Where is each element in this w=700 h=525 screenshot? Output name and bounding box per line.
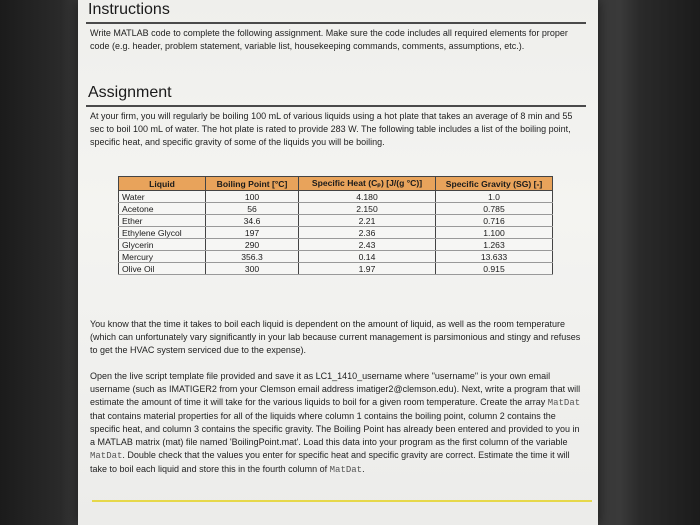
body-paragraph-2 <box>90 370 584 477</box>
instructions-rule <box>86 22 586 24</box>
cell-boiling-point: 300 <box>206 263 299 275</box>
header-liquid: Liquid <box>119 177 206 191</box>
assignment-heading: Assignment <box>88 84 172 101</box>
cell-specific-gravity: 0.785 <box>436 203 553 215</box>
cell-liquid: Olive Oil <box>119 263 206 275</box>
table-row <box>119 215 553 227</box>
table-row <box>119 251 553 263</box>
body-paragraph-1: You know that the time it takes to boil each liquid is dependent on the amount of liquid, as well as the room temperature (which can unfortunately vary significantly in your lab because current management is parsimonious and stingy and refuses to get the HVAC system serviced due to the expense). <box>90 319 581 355</box>
table-row <box>119 263 553 275</box>
cell-liquid: Ether <box>119 215 206 227</box>
cell-liquid: Acetone <box>119 203 206 215</box>
para2-part-a: Open the live script template file provided and save it as LC1_1410_username where "username" is your own email username (such as IMATIGER2 from your Clemson email address imatiger2@clemson.edu). Next, write a program that will estimate the amount of time it will take for the various liquids to boil for a given room temperature. Create the array <box>90 371 581 407</box>
code-matdat: MatDat <box>329 465 363 475</box>
header-boiling-point: Boiling Point [°C] <box>206 177 299 191</box>
cell-boiling-point: 197 <box>206 227 299 239</box>
table-header-row <box>119 177 553 191</box>
para2-part-b: that contains material properties for all of the liquids where column 1 contains the boiling point, column 2 contains the specific heat, and column 3 contains the specific gravity. The Boiling Point has already been entered and provided to you in a MATLAB matrix (mat) file named 'BoilingPoint.mat'. Load this data into your program as the first column of the variable <box>90 411 580 447</box>
assignment-intro: At your firm, you will regularly be boiling 100 mL of various liquids using a hot plate that takes an average of 8 min and 55 sec to boil 100 mL of water. The hot plate is rated to provide 283 W. The following table includes a list of the boiling point, specific heat, and specific gravity of some of the liquids you will be boiling. <box>90 111 573 147</box>
instructions-heading: Instructions <box>88 1 170 18</box>
cell-boiling-point: 34.6 <box>206 215 299 227</box>
properties-table <box>118 176 553 275</box>
code-matdat: MatDat <box>90 451 123 461</box>
cell-liquid: Water <box>119 191 206 203</box>
assignment-rule <box>86 105 586 107</box>
cell-specific-gravity: 1.0 <box>436 191 553 203</box>
cell-boiling-point: 56 <box>206 203 299 215</box>
document-page <box>78 0 598 525</box>
cell-specific-gravity: 0.915 <box>436 263 553 275</box>
cell-liquid: Mercury <box>119 251 206 263</box>
cell-specific-gravity: 13.633 <box>436 251 553 263</box>
instructions-text: Write MATLAB code to complete the following assignment. Make sure the code includes all required elements for proper code (e.g. header, problem statement, variable list, housekeeping commands, comments, assumptions, etc.). <box>90 28 568 51</box>
cell-liquid: Ethylene Glycol <box>119 227 206 239</box>
para2-part-d: . <box>362 464 365 474</box>
para2-part-c: . Double check that the values you enter for specific heat and specific gravity are correct. Estimate the time it will take to boil each liquid and store this in the fourth column of <box>90 450 570 474</box>
cell-specific-heat: 1.97 <box>299 263 436 275</box>
table-row <box>119 227 553 239</box>
table-row <box>119 203 553 215</box>
cell-boiling-point: 356.3 <box>206 251 299 263</box>
cell-specific-gravity: 1.263 <box>436 239 553 251</box>
code-matdat: MatDat <box>547 398 581 408</box>
cell-liquid: Glycerin <box>119 239 206 251</box>
cell-boiling-point: 290 <box>206 239 299 251</box>
cell-boiling-point: 100 <box>206 191 299 203</box>
cell-specific-heat: 2.36 <box>299 227 436 239</box>
cell-specific-heat: 4.180 <box>299 191 436 203</box>
highlight-underline <box>92 500 592 502</box>
cell-specific-heat: 0.14 <box>299 251 436 263</box>
header-specific-heat: Specific Heat (Cₚ) [J/(g °C)] <box>299 177 436 191</box>
table-row <box>119 191 553 203</box>
table-row <box>119 239 553 251</box>
cell-specific-heat: 2.150 <box>299 203 436 215</box>
cell-specific-gravity: 0.716 <box>436 215 553 227</box>
cell-specific-heat: 2.21 <box>299 215 436 227</box>
cell-specific-gravity: 1.100 <box>436 227 553 239</box>
header-specific-gravity: Specific Gravity (SG) [-] <box>436 177 553 191</box>
cell-specific-heat: 2.43 <box>299 239 436 251</box>
